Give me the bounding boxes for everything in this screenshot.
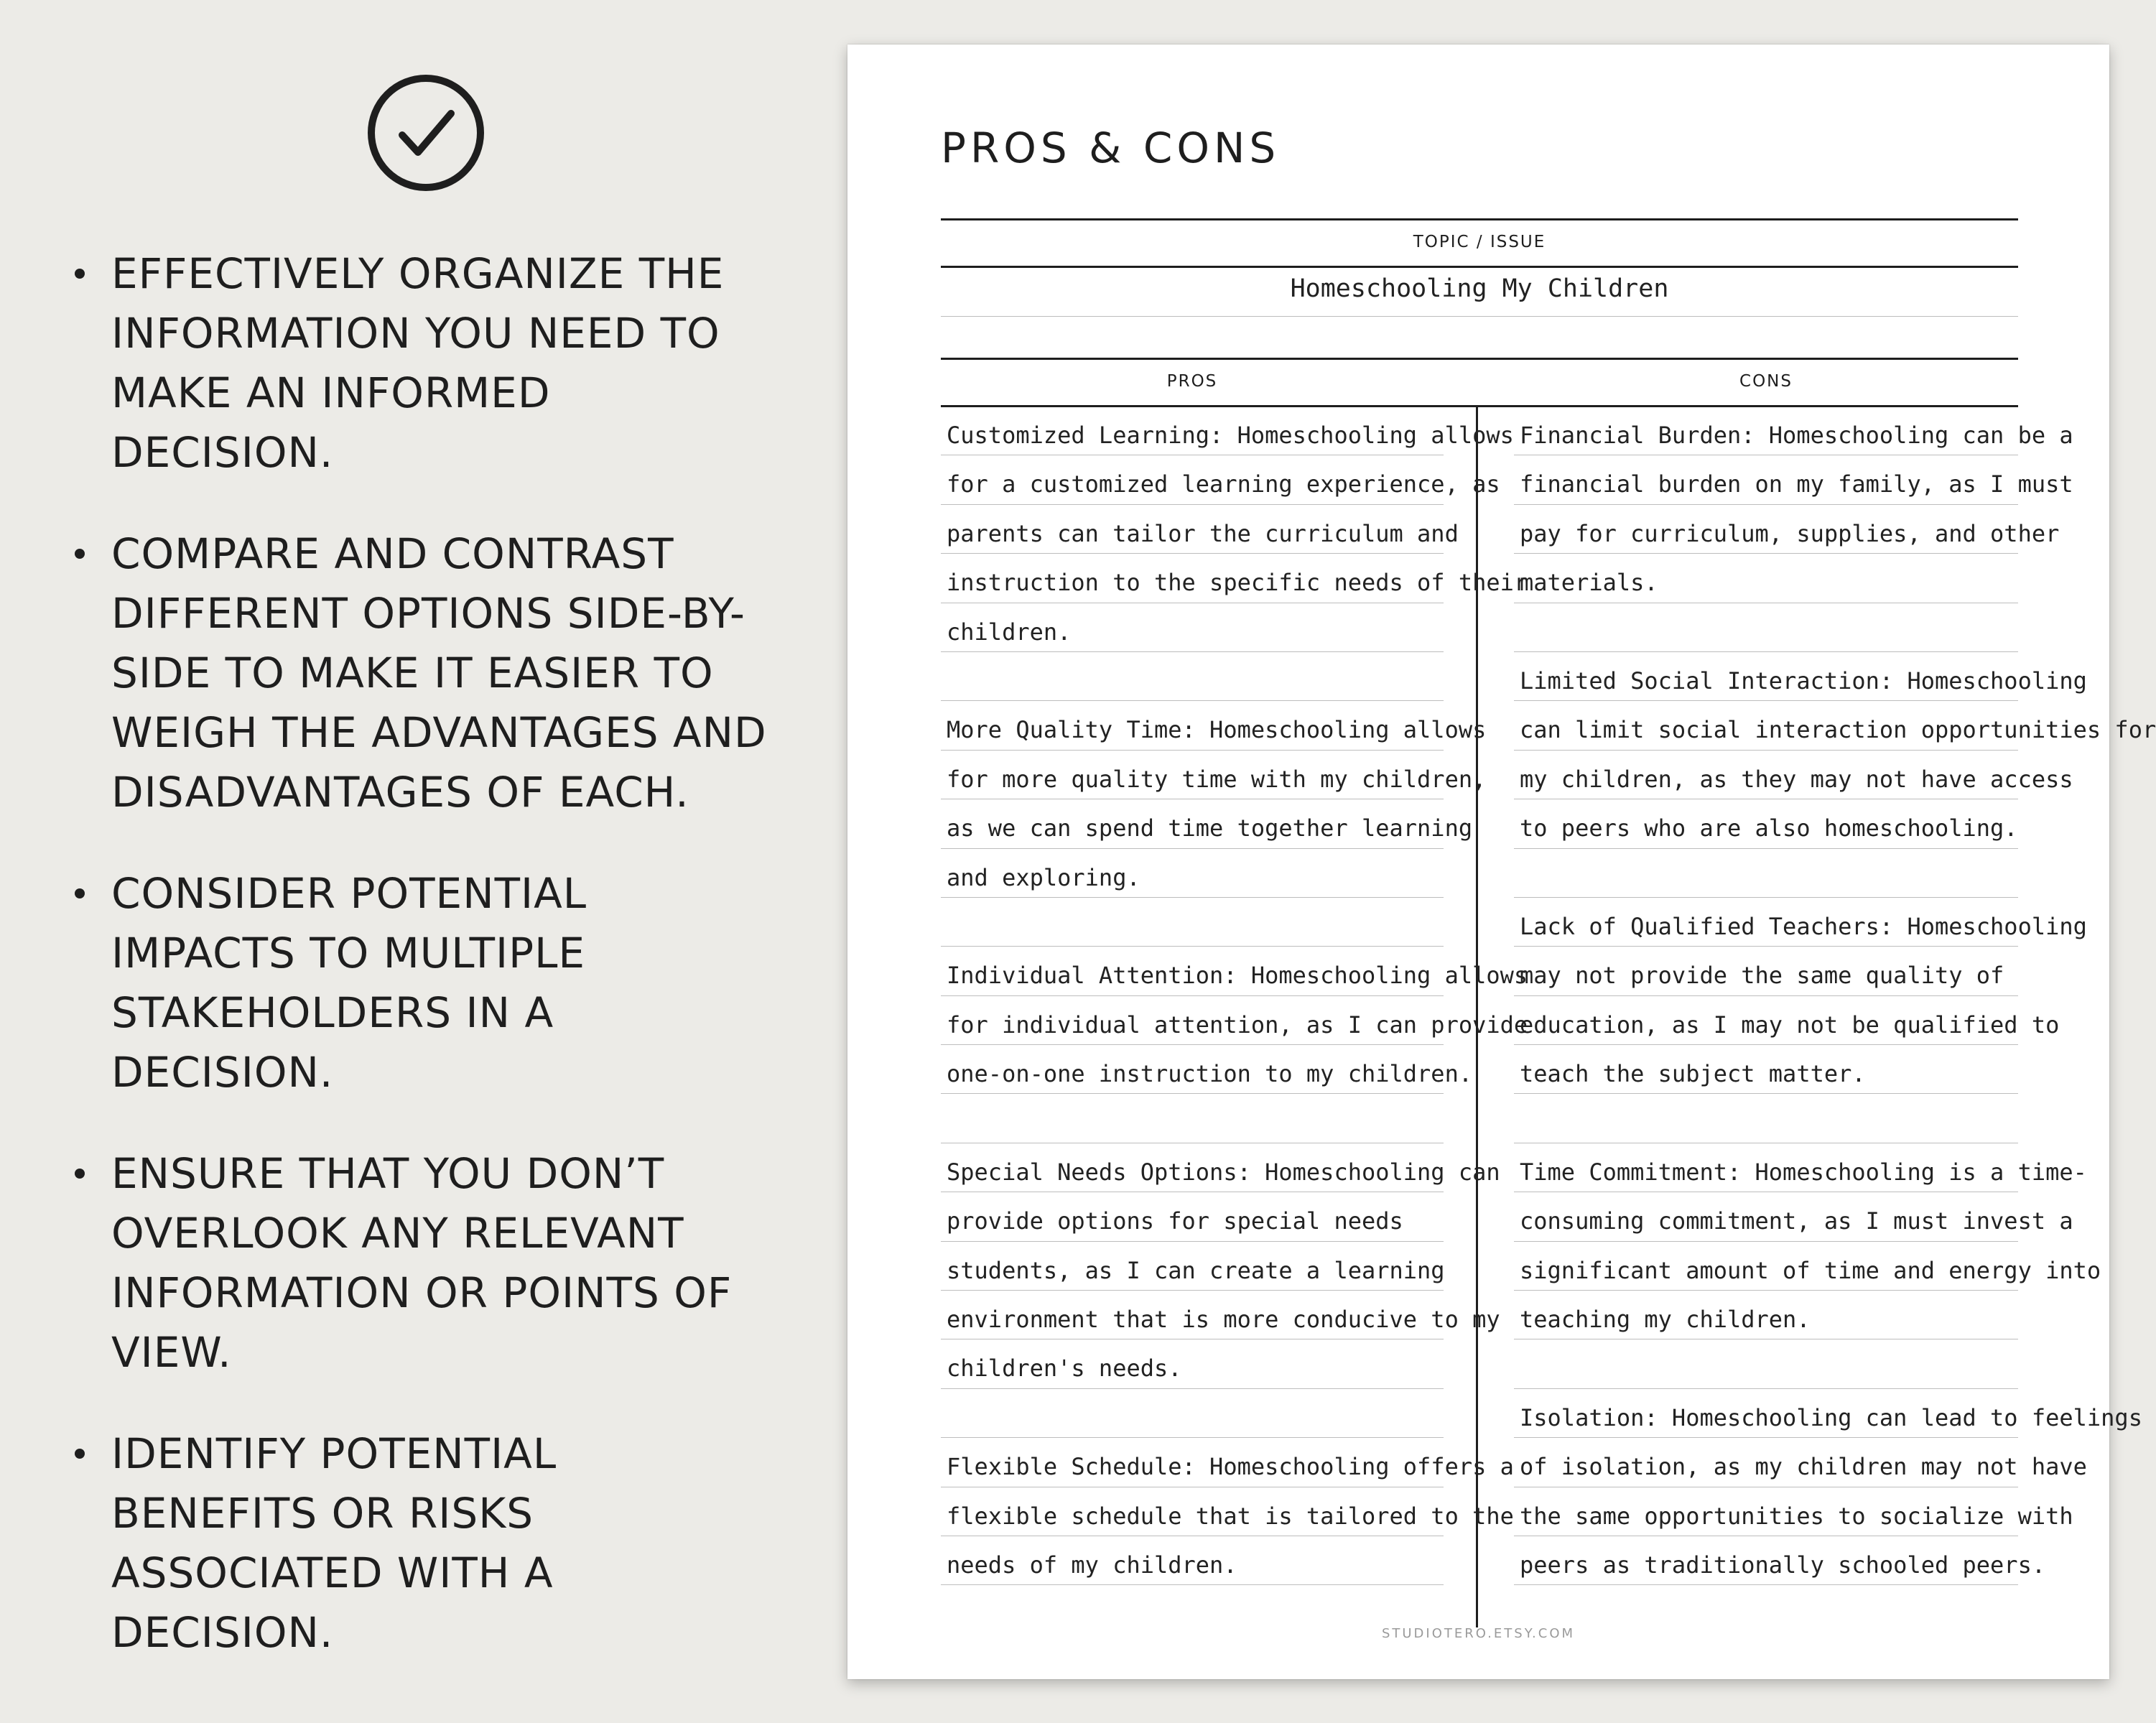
topic-line [941, 316, 2018, 317]
pros-column [941, 407, 1528, 1585]
cons-line [1514, 603, 2018, 652]
cons-line: consuming commitment, as I must invest a [1514, 1192, 2018, 1241]
bullet-line: DISADVANTAGES OF EACH. [111, 768, 689, 817]
pros-line: needs of my children. [941, 1536, 1444, 1585]
pros-line [941, 1389, 1444, 1438]
cons-line: education, as I may not be qualified to [1514, 996, 2018, 1045]
pros-line: for individual attention, as I can provide [941, 996, 1444, 1045]
pros-line: More Quality Time: Homeschooling allows [941, 701, 1444, 750]
bullet-line: ASSOCIATED WITH A [111, 1548, 554, 1597]
cons-line [1514, 849, 2018, 898]
pros-line: one-on-one instruction to my children. [941, 1045, 1444, 1094]
pros-line: Flexible Schedule: Homeschooling offers a [941, 1438, 1444, 1487]
pros-line [941, 652, 1444, 701]
header-rule [941, 218, 2018, 220]
bullet-line: CONSIDER POTENTIAL [111, 869, 587, 918]
topic-label: TOPIC / ISSUE [1413, 233, 1546, 251]
bullet-line: INFORMATION YOU NEED TO [111, 309, 720, 358]
bullet-line: OVERLOOK ANY RELEVANT [111, 1209, 684, 1258]
cons-line: can limit social interaction opportunities for [1514, 701, 2018, 750]
bullet-line: INFORMATION OR POINTS OF [111, 1268, 733, 1317]
checkmark-circle-icon [366, 73, 485, 192]
cons-line: may not provide the same quality of [1514, 947, 2018, 995]
cons-line [1514, 1339, 2018, 1388]
bullet-line: DIFFERENT OPTIONS SIDE-BY- [111, 589, 745, 638]
cons-line: teach the subject matter. [1514, 1045, 2018, 1094]
topic-value: Homeschooling My Children [1290, 274, 1669, 303]
cons-line: Isolation: Homeschooling can lead to feelings [1514, 1389, 2018, 1438]
pros-line: environment that is more conducive to my [941, 1291, 1444, 1339]
pros-line: children's needs. [941, 1339, 1444, 1388]
cons-line: materials. [1514, 554, 2018, 603]
pros-cons-worksheet [847, 45, 2156, 1679]
cons-line: to peers who are also homeschooling. [1514, 799, 2018, 848]
pros-line: for a customized learning experience, as [941, 455, 1444, 504]
pros-line: provide options for special needs [941, 1192, 1444, 1241]
pros-line: children. [941, 603, 1444, 652]
bullet-line: WEIGH THE ADVANTAGES AND [111, 708, 767, 757]
pros-line: as we can spend time together learning [941, 799, 1444, 848]
cons-label: CONS [1739, 372, 1793, 391]
pros-line: parents can tailor the curriculum and [941, 505, 1444, 554]
pros-label: PROS [1166, 372, 1218, 391]
cons-line: my children, as they may not have access [1514, 751, 2018, 799]
bullet-line: SIDE TO MAKE IT EASIER TO [111, 649, 714, 697]
cons-line: teaching my children. [1514, 1291, 2018, 1339]
cons-line: of isolation, as my children may not have [1514, 1438, 2018, 1487]
cons-line: the same opportunities to socialize with [1514, 1487, 2018, 1536]
bullet-item [65, 1424, 826, 1663]
pros-line: Customized Learning: Homeschooling allows [941, 407, 1444, 455]
bullet-line: ENSURE THAT YOU DON’T [111, 1149, 665, 1198]
pros-line: Special Needs Options: Homeschooling can [941, 1143, 1444, 1192]
bullet-line: COMPARE AND CONTRAST [111, 529, 674, 578]
cons-line: significant amount of time and energy into [1514, 1242, 2018, 1291]
cons-line: financial burden on my family, as I must [1514, 455, 2018, 504]
bullet-line: IDENTIFY POTENTIAL [111, 1429, 557, 1478]
cons-column [1514, 407, 2156, 1585]
bullet-line: EFFECTIVELY ORGANIZE THE [111, 249, 725, 298]
cons-line: Limited Social Interaction: Homeschooling [1514, 652, 2018, 701]
cons-line: Financial Burden: Homeschooling can be a [1514, 407, 2018, 455]
pros-line: students, as I can create a learning [941, 1242, 1444, 1291]
bullet-line: DECISION. [111, 1048, 334, 1097]
pros-line: for more quality time with my children, [941, 751, 1444, 799]
topic-rule [941, 266, 2018, 268]
bullet-line: DECISION. [111, 1608, 334, 1657]
bullet-line: DECISION. [111, 428, 334, 477]
cons-line: pay for curriculum, supplies, and other [1514, 505, 2018, 554]
pros-line: instruction to the specific needs of their [941, 554, 1444, 603]
pros-line: flexible schedule that is tailored to the [941, 1487, 1444, 1536]
cons-line: Lack of Qualified Teachers: Homeschooling [1514, 898, 2018, 947]
cons-line: Time Commitment: Homeschooling is a time- [1514, 1143, 2018, 1192]
worksheet-title: PROS & CONS [941, 124, 1281, 172]
pros-line: and exploring. [941, 849, 1444, 898]
bullet-line: BENEFITS OR RISKS [111, 1489, 534, 1538]
columns-rule [941, 358, 2018, 360]
bullet-item [65, 1144, 826, 1383]
cons-line [1514, 1094, 2018, 1143]
bullet-item [65, 244, 826, 483]
cons-line: peers as traditionally schooled peers. [1514, 1536, 2018, 1585]
bullet-line: IMPACTS TO MULTIPLE [111, 929, 586, 977]
bullet-line: STAKEHOLDERS IN A [111, 988, 554, 1037]
footer-credit: STUDIOTERO.ETSY.COM [1381, 1626, 1576, 1641]
bullet-item [65, 524, 826, 822]
bullet-item [65, 864, 826, 1102]
pros-line: Individual Attention: Homeschooling allows [941, 947, 1444, 995]
pros-line [941, 898, 1444, 947]
bullet-line: VIEW. [111, 1328, 232, 1377]
pros-line [941, 1094, 1444, 1143]
bullet-line: MAKE AN INFORMED [111, 368, 551, 417]
feature-bullet-list [65, 244, 826, 1704]
